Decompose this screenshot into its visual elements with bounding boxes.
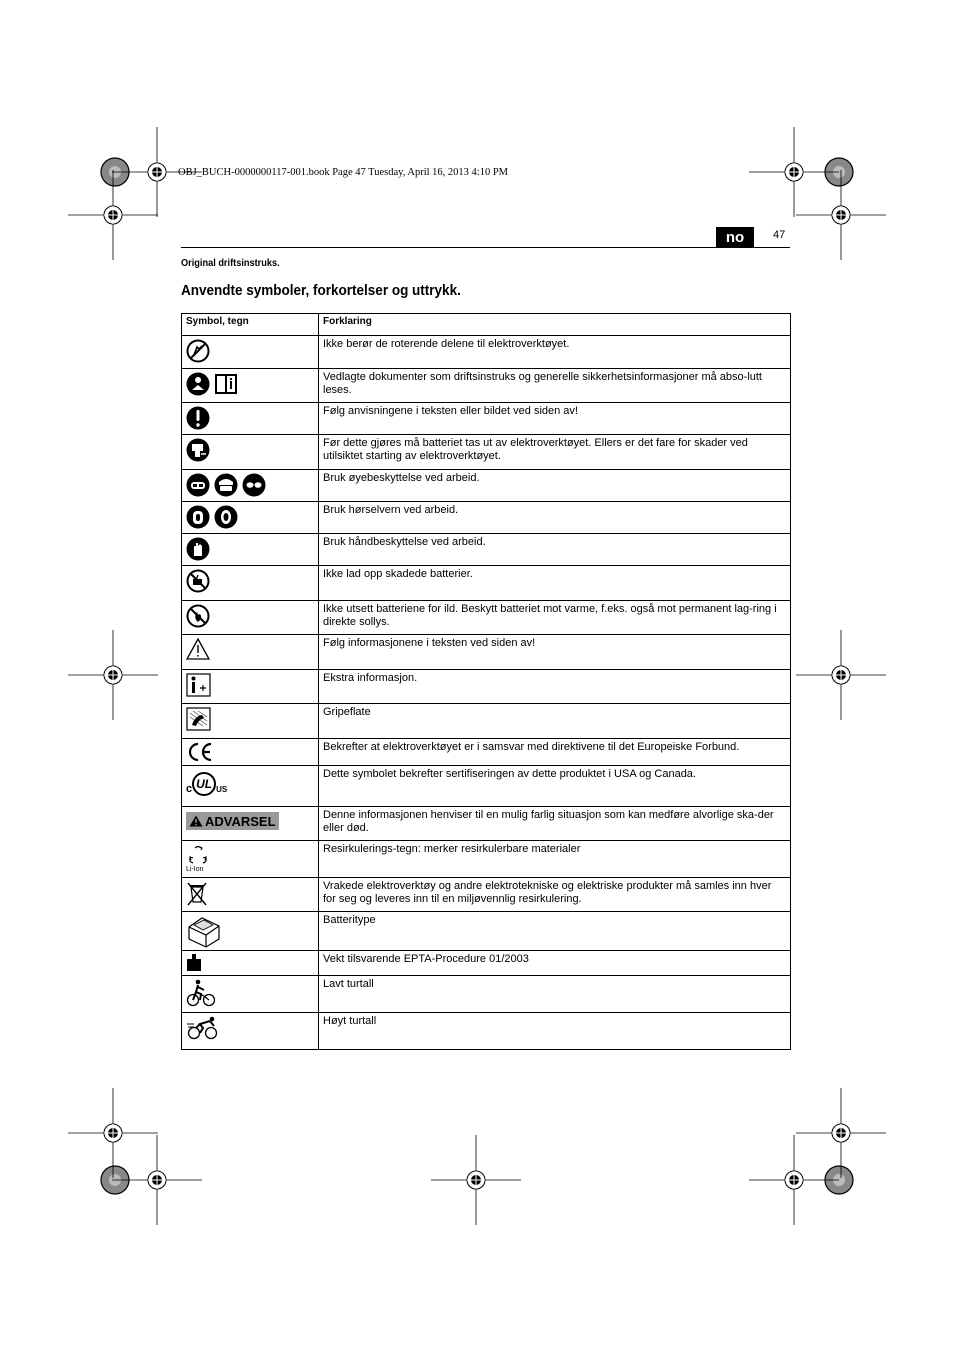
row-explanation: Batteritype <box>319 912 791 951</box>
row-explanation: Før dette gjøres må batteriet tas ut av elektroverktøyet. Ellers er det fare for skader ved utilsiktet starting av elektroverktøyet. <box>319 435 791 470</box>
ul-us-label: US <box>216 784 228 794</box>
row-explanation: Bruk hørselvern ved arbeid. <box>319 502 791 534</box>
ul-circle: UL <box>192 772 216 796</box>
row-explanation: Høyt turtall <box>319 1013 791 1050</box>
language-tab: no <box>716 227 754 247</box>
row-explanation: Bruk øyebeskyttelse ved arbeid. <box>319 470 791 502</box>
li-ion-label: Li-Ion <box>186 866 204 873</box>
row-explanation: Gripeflate <box>319 704 791 739</box>
row-explanation: Vedlagte dokumenter som driftsinstruks og generelle sikkerhetsinformasjoner må abso-lutt leses. <box>319 369 791 403</box>
row-explanation: Følg anvisningene i teksten eller bildet ved siden av! <box>319 403 791 435</box>
advarsel-label: ADVARSEL <box>205 813 276 829</box>
row-explanation: Vekt tilsvarende EPTA-Procedure 01/2003 <box>319 951 791 976</box>
row-explanation: Ekstra informasjon. <box>319 670 791 704</box>
row-explanation: Vrakede elektroverktøy og andre elektrotekniske og elektriske produkter må samles inn hver for seg og leveres inn til en miljøvennlig resirkulering. <box>319 878 791 912</box>
row-explanation: Bekrefter at elektroverktøyet er i samsvar med direktivene til det Europeiske Forbund. <box>319 739 791 766</box>
book-file-line: OBJ_BUCH-0000000117-001.book Page 47 Tuesday, April 16, 2013 4:10 PM <box>178 167 508 178</box>
row-explanation: Denne informasjonen henviser til en mulig farlig situasjon som kan medføre alvorlige ska-der eller død. <box>319 807 791 841</box>
row-explanation: Lavt turtall <box>319 976 791 1013</box>
row-explanation: Ikke berør de roterende delene til elektroverktøyet. <box>319 336 791 369</box>
row-explanation: Bruk håndbeskyttelse ved arbeid. <box>319 534 791 566</box>
row-explanation: Dette symbolet bekrefter sertifiseringen av dette produktet i USA og Canada. <box>319 766 791 807</box>
section-heading: Anvendte symboler, forkortelser og uttrykk. <box>181 282 461 299</box>
ul-c-label: c <box>186 783 193 795</box>
row-explanation: Ikke utsett batteriene for ild. Beskytt batteriet mot varme, f.eks. også mot permanent lag-ring i direkte sollys. <box>319 601 791 635</box>
row-explanation: Følg informasjonene i teksten ved siden av! <box>319 635 791 670</box>
row-explanation: Resirkulerings-tegn: merker resirkulerbare materialer <box>319 841 791 878</box>
row-explanation: Ikke lad opp skadede batterier. <box>319 566 791 601</box>
document-subtitle: Original driftsinstruks. <box>181 258 280 269</box>
column-header-explanation: Forklaring <box>319 314 791 336</box>
column-header-symbol: Symbol, tegn <box>182 314 319 336</box>
page-number: 47 <box>773 229 786 241</box>
